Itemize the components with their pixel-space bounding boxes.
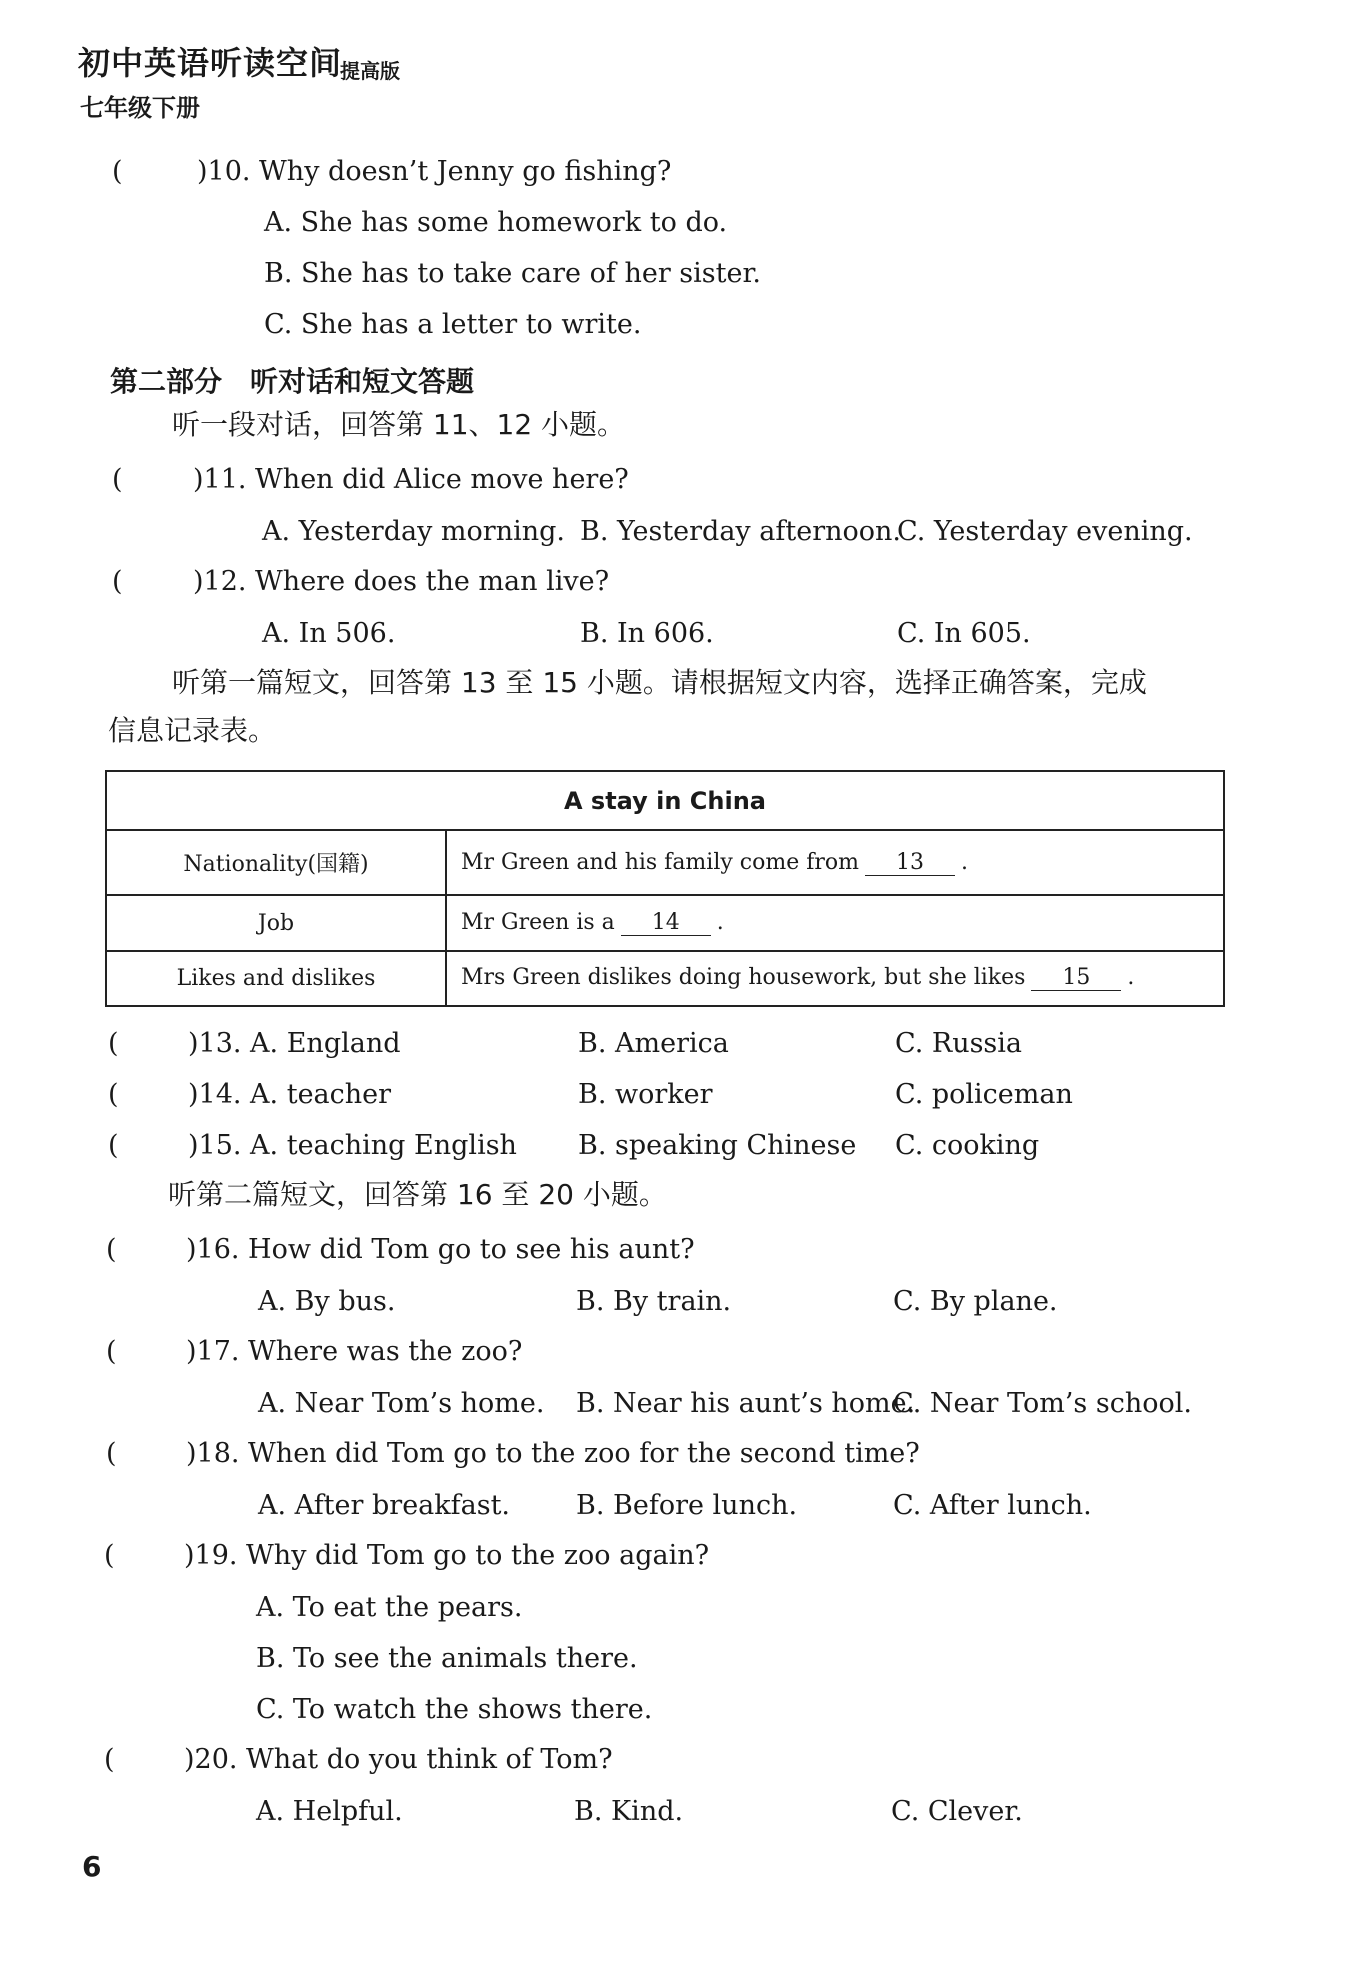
answer-bracket-10[interactable]: ( bbox=[112, 156, 123, 187]
answer-bracket-20[interactable]: ( bbox=[104, 1744, 115, 1775]
question-20-stem: )20. What do you think of Tom? bbox=[184, 1744, 613, 1775]
question-15-option-b: B. speaking Chinese bbox=[578, 1130, 857, 1161]
question-18-option-c: C. After lunch. bbox=[893, 1490, 1092, 1521]
blank-14[interactable]: 14 bbox=[621, 910, 711, 936]
row-label-nationality: Nationality(国籍) bbox=[106, 830, 446, 895]
question-11-option-b: B. Yesterday afternoon. bbox=[580, 516, 901, 547]
row-end: . bbox=[1127, 965, 1135, 991]
question-20-option-c: C. Clever. bbox=[891, 1796, 1023, 1827]
row-end: . bbox=[716, 910, 724, 936]
question-12-stem: )12. Where does the man live? bbox=[193, 566, 610, 597]
question-17-option-a: A. Near Tom’s home. bbox=[258, 1388, 545, 1419]
question-14-stem: )14. A. teacher bbox=[188, 1079, 392, 1110]
question-19-option-c: C. To watch the shows there. bbox=[256, 1694, 653, 1725]
question-14-option-c: C. policeman bbox=[895, 1079, 1073, 1110]
row-label-job: Job bbox=[106, 895, 446, 950]
answer-bracket-14[interactable]: ( bbox=[108, 1079, 119, 1110]
grade-subtitle: 七年级下册 bbox=[80, 94, 200, 122]
question-15-stem: )15. A. teaching English bbox=[188, 1130, 517, 1161]
row-label-likes: Likes and dislikes bbox=[106, 951, 446, 1006]
row-text: Mr Green is a bbox=[461, 910, 615, 936]
answer-bracket-11[interactable]: ( bbox=[112, 464, 123, 495]
answer-bracket-18[interactable]: ( bbox=[106, 1438, 117, 1469]
book-title: 初中英语听读空间 bbox=[78, 44, 343, 82]
question-11-option-a: A. Yesterday morning. bbox=[262, 516, 565, 547]
question-12-option-a: A. In 506. bbox=[262, 618, 396, 649]
row-end: . bbox=[961, 849, 968, 875]
page-number: 6 bbox=[82, 1850, 102, 1883]
question-19-option-a: A. To eat the pears. bbox=[256, 1592, 523, 1623]
question-12-option-b: B. In 606. bbox=[580, 618, 714, 649]
row-content-job bbox=[446, 895, 1224, 950]
question-19-option-b: B. To see the animals there. bbox=[256, 1643, 638, 1674]
answer-bracket-17[interactable]: ( bbox=[106, 1336, 117, 1367]
question-11-option-c: C. Yesterday evening. bbox=[897, 516, 1193, 547]
question-16-option-c: C. By plane. bbox=[893, 1286, 1058, 1317]
question-20-option-b: B. Kind. bbox=[574, 1796, 684, 1827]
instruction-11-12: 听一段对话，回答第 11、12 小题。 bbox=[172, 408, 626, 441]
question-18-stem: )18. When did Tom go to the zoo for the second time? bbox=[186, 1438, 920, 1469]
question-17-option-c: C. Near Tom’s school. bbox=[893, 1388, 1192, 1419]
instruction-13-15-line-1: 听第一篇短文，回答第 13 至 15 小题。请根据短文内容，选择正确答案，完成 bbox=[172, 666, 1147, 699]
row-content-nationality bbox=[446, 830, 1224, 895]
answer-bracket-13[interactable]: ( bbox=[108, 1028, 119, 1059]
question-16-option-b: B. By train. bbox=[576, 1286, 732, 1317]
row-text: Mrs Green dislikes doing housework, but she likes bbox=[461, 965, 1026, 991]
answer-bracket-15[interactable]: ( bbox=[108, 1130, 119, 1161]
answer-bracket-19[interactable]: ( bbox=[104, 1540, 115, 1571]
question-10-option-b: B. She has to take care of her sister. bbox=[264, 258, 762, 289]
section-title-part-2: 第二部分 听对话和短文答题 bbox=[110, 365, 475, 398]
table-row bbox=[106, 951, 1224, 1006]
question-15-option-c: C. cooking bbox=[895, 1130, 1040, 1161]
question-16-stem: )16. How did Tom go to see his aunt? bbox=[186, 1234, 695, 1265]
question-17-option-b: B. Near his aunt’s home. bbox=[576, 1388, 916, 1419]
question-10-option-c: C. She has a letter to write. bbox=[264, 309, 642, 340]
question-14-option-b: B. worker bbox=[578, 1079, 713, 1110]
answer-bracket-16[interactable]: ( bbox=[106, 1234, 117, 1265]
question-13-stem: )13. A. England bbox=[188, 1028, 401, 1059]
question-11-stem: )11. When did Alice move here? bbox=[193, 464, 629, 495]
question-16-option-a: A. By bus. bbox=[258, 1286, 396, 1317]
blank-15[interactable]: 15 bbox=[1031, 965, 1121, 991]
question-12-option-c: C. In 605. bbox=[897, 618, 1031, 649]
table-row bbox=[106, 895, 1224, 950]
question-20-option-a: A. Helpful. bbox=[256, 1796, 403, 1827]
instruction-16-20: 听第二篇短文，回答第 16 至 20 小题。 bbox=[168, 1178, 667, 1211]
question-13-option-c: C. Russia bbox=[895, 1028, 1023, 1059]
edition-badge: 提高版 bbox=[340, 59, 400, 83]
table-row bbox=[106, 830, 1224, 895]
question-10-stem: )10. Why doesn’t Jenny go fishing? bbox=[197, 156, 672, 187]
question-18-option-b: B. Before lunch. bbox=[576, 1490, 798, 1521]
question-19-stem: )19. Why did Tom go to the zoo again? bbox=[184, 1540, 710, 1571]
answer-bracket-12[interactable]: ( bbox=[112, 566, 123, 597]
question-17-stem: )17. Where was the zoo? bbox=[186, 1336, 523, 1367]
row-content-likes bbox=[446, 951, 1224, 1006]
table-caption: A stay in China bbox=[106, 771, 1224, 830]
question-13-option-b: B. America bbox=[578, 1028, 729, 1059]
instruction-13-15-line-2: 信息记录表。 bbox=[108, 714, 277, 747]
row-text: Mr Green and his family come from bbox=[461, 849, 859, 875]
question-18-option-a: A. After breakfast. bbox=[258, 1490, 511, 1521]
question-10-option-a: A. She has some homework to do. bbox=[264, 207, 728, 238]
info-record-table bbox=[105, 770, 1225, 1007]
blank-13[interactable]: 13 bbox=[865, 850, 955, 876]
